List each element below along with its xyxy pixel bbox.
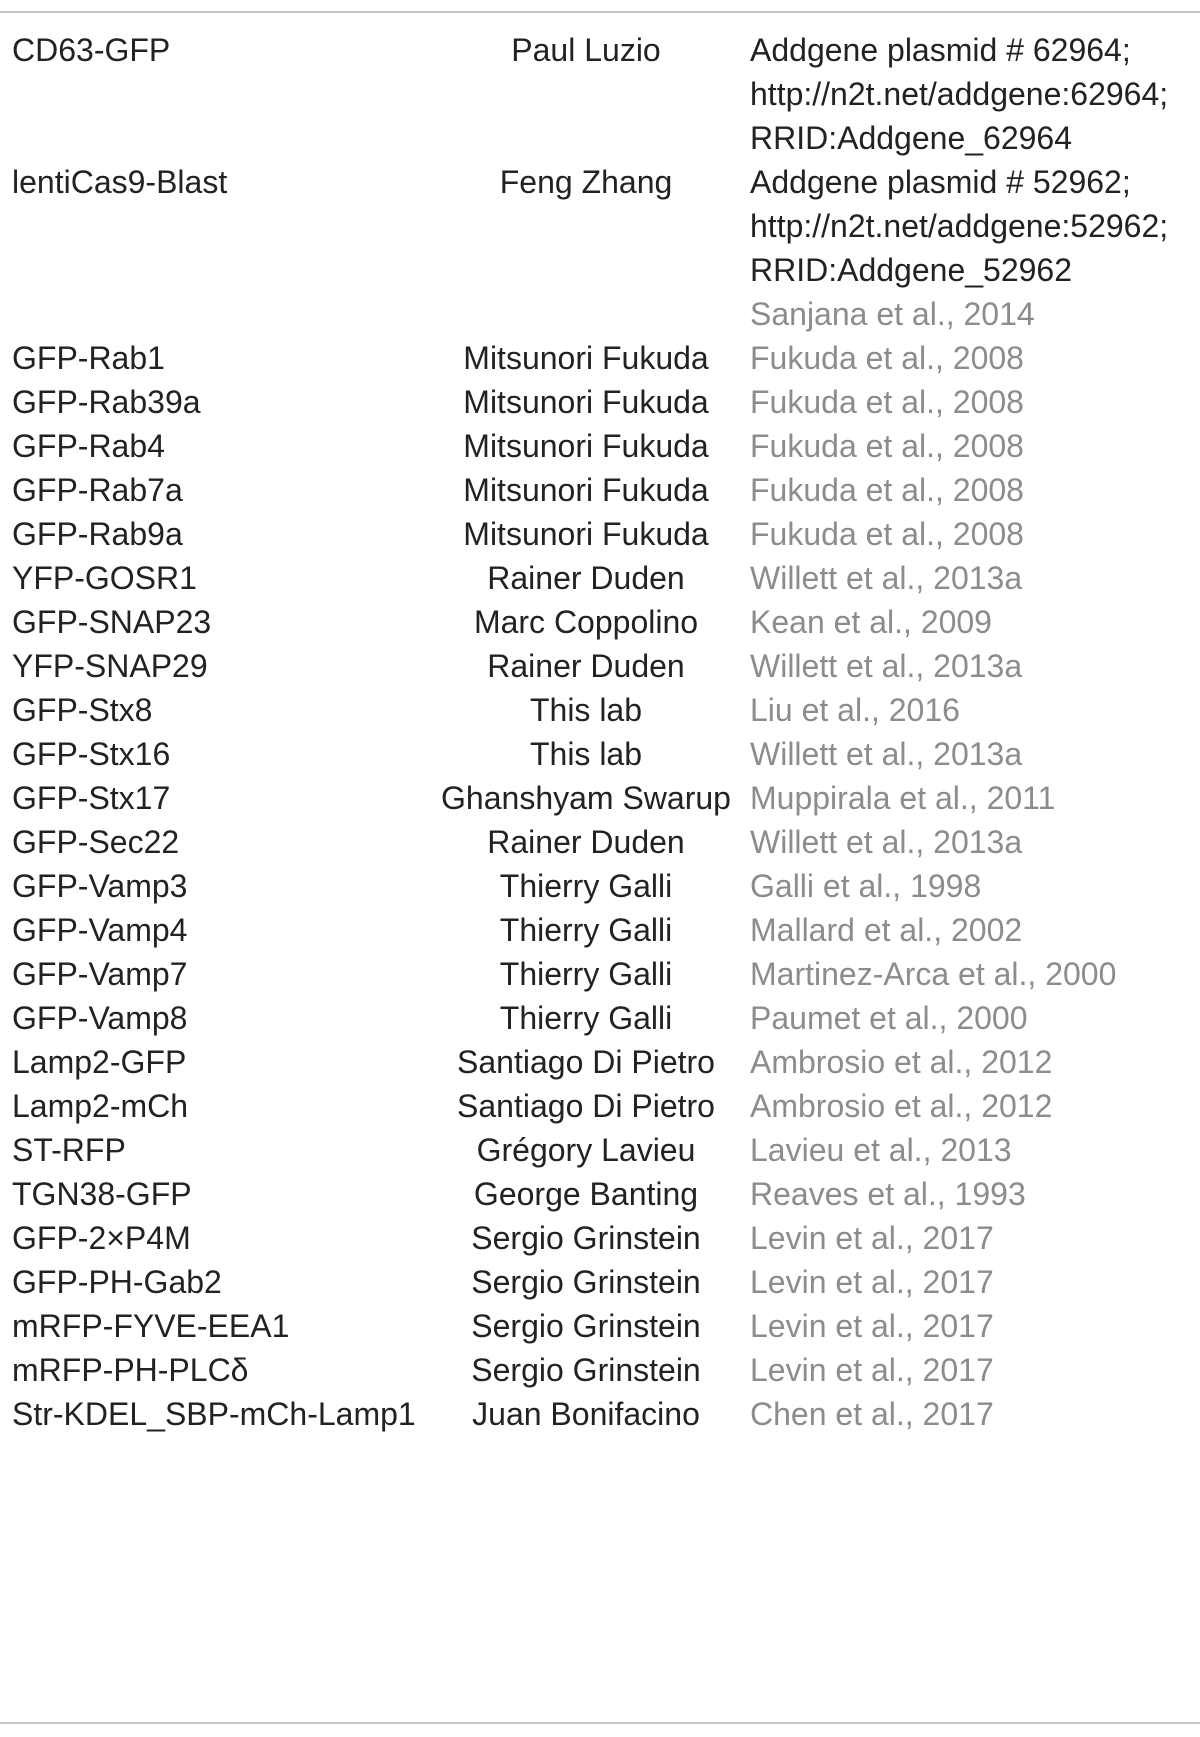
table-row bbox=[0, 908, 1200, 952]
table-row bbox=[0, 820, 1200, 864]
plasmid-name: GFP-Stx16 bbox=[12, 736, 171, 772]
plasmid-source: Thierry Galli bbox=[499, 912, 673, 948]
plasmid-source: Sergio Grinstein bbox=[471, 1264, 701, 1300]
plasmid-name: GFP-Rab7a bbox=[12, 472, 183, 508]
citation-link[interactable]: Willett et al., 2013a bbox=[750, 736, 1023, 772]
table-row bbox=[0, 952, 1200, 996]
plasmid-source: Mitsunori Fukuda bbox=[463, 472, 709, 508]
plasmid-reference bbox=[740, 1128, 1200, 1172]
plasmid-source: Rainer Duden bbox=[487, 560, 685, 596]
plasmid-reference bbox=[740, 644, 1200, 688]
plasmid-source: Mitsunori Fukuda bbox=[463, 516, 709, 552]
plasmid-reference bbox=[740, 996, 1200, 1040]
plasmid-name: GFP-Stx17 bbox=[12, 780, 171, 816]
citation-link[interactable]: Martinez-Arca et al., 2000 bbox=[750, 956, 1117, 992]
citation-link[interactable]: Fukuda et al., 2008 bbox=[750, 516, 1024, 552]
table-row bbox=[0, 468, 1200, 512]
table-row bbox=[0, 380, 1200, 424]
plasmid-source: Thierry Galli bbox=[499, 868, 673, 904]
plasmid-name: Str-KDEL_SBP-mCh-Lamp1 bbox=[12, 1396, 416, 1432]
table-row bbox=[0, 1040, 1200, 1084]
plasmid-reference bbox=[740, 776, 1200, 820]
plasmid-source: Thierry Galli bbox=[499, 1000, 673, 1036]
citation-link[interactable]: Fukuda et al., 2008 bbox=[750, 472, 1024, 508]
table-row bbox=[0, 776, 1200, 820]
plasmid-reference bbox=[740, 1260, 1200, 1304]
citation-link[interactable]: Willett et al., 2013a bbox=[750, 648, 1023, 684]
plasmid-source: This lab bbox=[529, 692, 643, 728]
plasmid-name: TGN38-GFP bbox=[12, 1176, 192, 1212]
citation-link[interactable]: Muppirala et al., 2011 bbox=[750, 780, 1056, 816]
plasmid-name: GFP-SNAP23 bbox=[12, 604, 212, 640]
citation-link[interactable]: Willett et al., 2013a bbox=[750, 560, 1023, 596]
table-row bbox=[0, 28, 1200, 160]
plasmid-source: Paul Luzio bbox=[511, 32, 661, 68]
plasmid-reference bbox=[740, 1392, 1200, 1436]
plasmid-source: Marc Coppolino bbox=[473, 604, 699, 640]
plasmid-source: Grégory Lavieu bbox=[476, 1132, 696, 1168]
plasmid-reference bbox=[740, 1348, 1200, 1392]
plasmid-source: This lab bbox=[529, 736, 643, 772]
table-top-rule bbox=[0, 11, 1200, 13]
plasmid-name: GFP-Rab4 bbox=[12, 428, 165, 464]
plasmid-reference bbox=[740, 424, 1200, 468]
plasmid-name: GFP-2×P4M bbox=[12, 1220, 191, 1256]
plasmid-name: mRFP-PH-PLCδ bbox=[12, 1352, 249, 1388]
plasmid-name: YFP-SNAP29 bbox=[12, 648, 208, 684]
plasmid-reference bbox=[740, 1216, 1200, 1260]
citation-link[interactable]: Kean et al., 2009 bbox=[750, 604, 992, 640]
citation-link[interactable]: Fukuda et al., 2008 bbox=[750, 428, 1024, 464]
table-row bbox=[0, 1392, 1200, 1436]
table-row bbox=[0, 336, 1200, 380]
citation-link[interactable]: Levin et al., 2017 bbox=[750, 1220, 994, 1256]
plasmid-source: Sergio Grinstein bbox=[471, 1308, 701, 1344]
citation-link[interactable]: Willett et al., 2013a bbox=[750, 824, 1023, 860]
plasmid-reference bbox=[740, 512, 1200, 556]
plasmid-name: GFP-Rab1 bbox=[12, 340, 165, 376]
plasmid-name: GFP-PH-Gab2 bbox=[12, 1264, 222, 1300]
citation-link[interactable]: Ambrosio et al., 2012 bbox=[750, 1044, 1053, 1080]
reference-line: http://n2t.net/addgene:52962; bbox=[750, 208, 1169, 244]
reference-line: RRID:Addgene_52962 bbox=[750, 252, 1073, 288]
plasmid-source: Ghanshyam Swarup bbox=[441, 780, 731, 816]
plasmid-source: Feng Zhang bbox=[499, 164, 673, 200]
plasmid-name: YFP-GOSR1 bbox=[12, 560, 197, 596]
plasmid-name: ST-RFP bbox=[12, 1132, 126, 1168]
plasmid-reference bbox=[740, 28, 1200, 160]
plasmid-name: GFP-Vamp8 bbox=[12, 1000, 188, 1036]
citation-link[interactable]: Ambrosio et al., 2012 bbox=[750, 1088, 1053, 1124]
reference-line: RRID:Addgene_62964 bbox=[750, 120, 1073, 156]
plasmid-reference bbox=[740, 1040, 1200, 1084]
plasmid-reference bbox=[740, 732, 1200, 776]
plasmid-source: Juan Bonifacino bbox=[472, 1396, 700, 1432]
plasmid-source: Mitsunori Fukuda bbox=[463, 340, 709, 376]
reference-line: Addgene plasmid # 52962; bbox=[750, 164, 1131, 200]
citation-link[interactable]: Levin et al., 2017 bbox=[750, 1264, 994, 1300]
plasmid-name: GFP-Vamp7 bbox=[12, 956, 188, 992]
plasmid-reference bbox=[740, 1084, 1200, 1128]
plasmid-source: Santiago Di Pietro bbox=[457, 1088, 715, 1124]
plasmid-name: GFP-Rab39a bbox=[12, 384, 201, 420]
plasmid-reference bbox=[740, 468, 1200, 512]
table-row bbox=[0, 1216, 1200, 1260]
plasmid-reference bbox=[740, 600, 1200, 644]
table-row bbox=[0, 864, 1200, 908]
plasmid-name: CD63-GFP bbox=[12, 32, 171, 68]
plasmid-name: GFP-Vamp4 bbox=[12, 912, 188, 948]
plasmid-name: GFP-Sec22 bbox=[12, 824, 180, 860]
plasmid-reference bbox=[740, 1172, 1200, 1216]
citation-link[interactable]: Lavieu et al., 2013 bbox=[750, 1132, 1012, 1168]
citation-link[interactable]: Liu et al., 2016 bbox=[750, 692, 960, 728]
plasmid-name: GFP-Stx8 bbox=[12, 692, 153, 728]
table-row bbox=[0, 732, 1200, 776]
table-row bbox=[0, 1128, 1200, 1172]
plasmid-name: lentiCas9-Blast bbox=[12, 164, 228, 200]
plasmid-reference bbox=[740, 820, 1200, 864]
table-bottom-rule bbox=[0, 1722, 1200, 1724]
plasmid-name: GFP-Vamp3 bbox=[12, 868, 188, 904]
citation-link[interactable]: Fukuda et al., 2008 bbox=[750, 384, 1024, 420]
table-row bbox=[0, 996, 1200, 1040]
plasmid-source: Rainer Duden bbox=[487, 824, 685, 860]
table-row bbox=[0, 160, 1200, 336]
citation-link[interactable]: Galli et al., 1998 bbox=[750, 868, 982, 904]
table-row bbox=[0, 424, 1200, 468]
plasmid-reference bbox=[740, 864, 1200, 908]
plasmid-name: Lamp2-mCh bbox=[12, 1088, 189, 1124]
plasmid-name: mRFP-FYVE-EEA1 bbox=[12, 1308, 290, 1344]
citation-link[interactable]: Sanjana et al., 2014 bbox=[750, 296, 1035, 332]
plasmid-reference bbox=[740, 380, 1200, 424]
citation-link[interactable]: Reaves et al., 1993 bbox=[750, 1176, 1026, 1212]
citation-link[interactable]: Mallard et al., 2002 bbox=[750, 912, 1023, 948]
plasmid-reference bbox=[740, 688, 1200, 732]
citation-link[interactable]: Levin et al., 2017 bbox=[750, 1308, 994, 1344]
citation-link[interactable]: Levin et al., 2017 bbox=[750, 1352, 994, 1388]
plasmid-reference bbox=[740, 336, 1200, 380]
plasmid-name: Lamp2-GFP bbox=[12, 1044, 187, 1080]
citation-link[interactable]: Chen et al., 2017 bbox=[750, 1396, 994, 1432]
reference-line: Addgene plasmid # 62964; bbox=[750, 32, 1131, 68]
plasmid-source: Mitsunori Fukuda bbox=[463, 428, 709, 464]
table-row bbox=[0, 688, 1200, 732]
table-row bbox=[0, 1084, 1200, 1128]
plasmid-reference bbox=[740, 160, 1200, 336]
table-row bbox=[0, 1260, 1200, 1304]
plasmid-source: Rainer Duden bbox=[487, 648, 685, 684]
table-row bbox=[0, 1348, 1200, 1392]
table-row bbox=[0, 556, 1200, 600]
plasmid-reference bbox=[740, 556, 1200, 600]
table-row bbox=[0, 1172, 1200, 1216]
citation-link[interactable]: Fukuda et al., 2008 bbox=[750, 340, 1024, 376]
table-row bbox=[0, 512, 1200, 556]
plasmid-table bbox=[0, 28, 1200, 1436]
plasmid-name: GFP-Rab9a bbox=[12, 516, 183, 552]
plasmid-reference bbox=[740, 1304, 1200, 1348]
table-row bbox=[0, 600, 1200, 644]
reference-line: http://n2t.net/addgene:62964; bbox=[750, 76, 1169, 112]
plasmid-source: Sergio Grinstein bbox=[471, 1352, 701, 1388]
plasmid-source: Thierry Galli bbox=[499, 956, 673, 992]
plasmid-source: George Banting bbox=[473, 1176, 699, 1212]
table-row bbox=[0, 644, 1200, 688]
plasmid-reference bbox=[740, 952, 1200, 996]
plasmid-source: Sergio Grinstein bbox=[471, 1220, 701, 1256]
citation-link[interactable]: Paumet et al., 2000 bbox=[750, 1000, 1028, 1036]
table-row bbox=[0, 1304, 1200, 1348]
plasmid-source: Santiago Di Pietro bbox=[457, 1044, 715, 1080]
plasmid-reference bbox=[740, 908, 1200, 952]
plasmid-source: Mitsunori Fukuda bbox=[463, 384, 709, 420]
